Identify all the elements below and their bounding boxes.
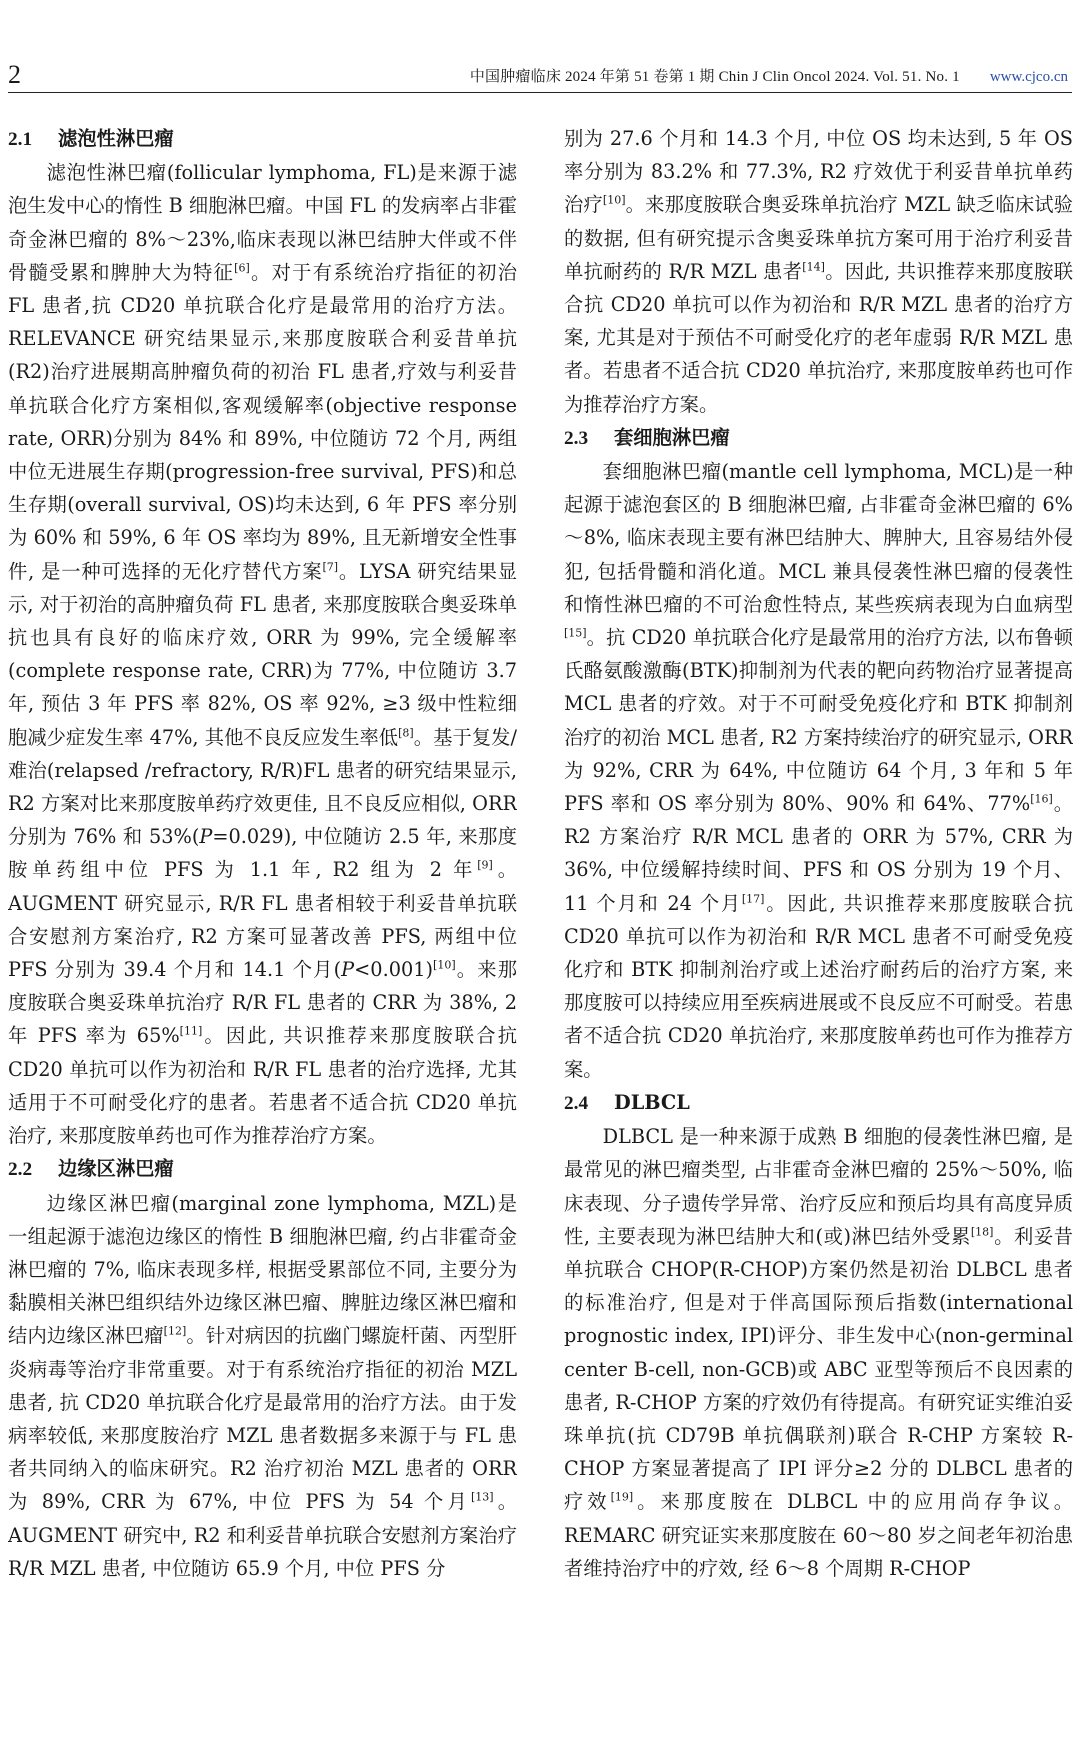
text-run: 。因此, 共识推荐来那度胺联合抗 CD20 单抗可以作为初治和 R/R MCL 患者不可耐受免疫化疗和 BTK 抑制剂治疗或上述治疗耐药后的治疗方案, 来那度胺可以持续应用至疾病进展或不良反应不可耐受。若患者不适合抗 CD20 单抗治疗, 来那度胺单药也可作为推荐方案。 [564,891,1073,1081]
section-heading-2-1 [8,122,517,156]
paragraph-text [564,1120,1073,1585]
text-run: 。抗 CD20 单抗联合化疗是最常用的治疗方法, 以布鲁顿氏酪氨酸激酶(BTK)抑制剂为代表的靶向药物治疗显著提高 MCL 患者的疗效。对于不可耐受免疫化疗和 BTK 抑制剂治疗的初治 MCL 患者, R2 方案持续治疗的研究显示, ORR 为 92%, CRR 为 64%, 中位随访 64 个月, 3 年和 5 年 PFS 率和 OS 率分别为 80%、90% 和 64%、77% [564,626,1073,816]
citation-ref[interactable]: [14] [802,260,825,274]
page-number: 2 [8,60,21,89]
left-column [8,122,517,1722]
citation-ref[interactable]: [16] [1030,792,1053,806]
citation-ref[interactable]: [12] [163,1324,187,1338]
text-run: 。利妥昔单抗联合 CHOP(R-CHOP)方案仍然是初治 DLBCL 患者的标准治疗, 但是对于伴高国际预后指数(international prognostic index, IPI)评分、非生发中心(non-germinal center B-cell, non-GCB)或 ABC 亚型等预后不良因素的患者, R-CHOP 方案的疗效仍有待提高。有研究证实维泊妥珠单抗(抗 CD79B 单抗偶联剂)联合 R-CHP 方案较 R-CHOP 方案显著提高了 IPI 评分≥2 分的 DLBCL 患者的疗效 [564,1224,1073,1514]
text-run: 边缘区淋巴瘤(marginal zone lymphoma, MZL)是一组起源于滤泡边缘区的惰性 B 细胞淋巴瘤, 约占非霍奇金淋巴瘤的 7%, 临床表现多样, 根据受累部位不同, 主要分为黏膜相关淋巴组织结外边缘区淋巴瘤、脾脏边缘区淋巴瘤和结内边缘区淋巴瘤 [8,1191,517,1348]
header-rule [8,92,1072,93]
section-number: 2.3 [564,427,589,449]
text-run: 。来那度胺在 DLBCL 中的应用尚存争议。REMARC 研究证实来那度胺在 60～80 岁之间老年初治患者维持治疗中的疗效, 经 6～8 个周期 R-CHOP [564,1490,1073,1580]
paragraph-mzl [8,1187,517,1585]
citation-ref[interactable]: [9] [477,859,493,873]
text-run: 。因此, 共识推荐来那度胺联合抗 CD20 单抗可以作为初治和 R/R FL 患者的治疗选择, 尤其适用于不可耐受化疗的患者。若患者不适合抗 CD20 单抗治疗, 来那度胺单药也可作为推荐治疗方案。 [8,1024,517,1148]
paragraph-text [8,156,517,1152]
text-run: 。针对病因的抗幽门螺旋杆菌、丙型肝炎病毒等治疗非常重要。对于有系统治疗指征的初治 MZL 患者, 抗 CD20 单抗联合化疗是最常用的治疗方法。由于发病率较低, 来那度胺治疗 MZL 患者数据多来源于与 FL 患者共同纳入的临床研究。R2 治疗初治 MZL 患者的 ORR 为 89%, CRR 为 67%, 中位 PFS 为 54 个月 [8,1324,517,1514]
section-heading-2-3 [564,421,1073,455]
section-number: 2.4 [564,1092,589,1114]
section-title: 套细胞淋巴瘤 [614,425,730,449]
citation-ref[interactable]: [6] [234,261,250,275]
text-run: <0.001) [354,958,434,982]
text-run: 。LYSA 研究结果显示, 对于初治的高肿瘤负荷 FL 患者, 来那度胺联合奥妥珠单抗也具有良好的临床疗效, ORR 为 99%, 完全缓解率(complete response rate, CRR)为 77%, 中位随访 3.7 年, 预估 3 年 PFS 率 82%, OS 率 92%, ≥3 级中性粒细胞减少症发生率 47%, 其他不良反应发生率低 [8,559,517,749]
paragraph-text [8,1187,517,1585]
page-header [8,50,1068,88]
paragraph-text [564,455,1073,1086]
section-title: DLBCL [614,1090,690,1114]
text-run: 。因此, 共识推荐来那度胺联合抗 CD20 单抗可以作为初治和 R/R MZL 患者的治疗方案, 尤其是对于预估不可耐受化疗的老年虚弱 R/R MZL 患者。若患者不适合抗 CD20 单抗治疗, 来那度胺单药也可作为推荐治疗方案。 [564,259,1073,416]
text-run: 。R2 方案治疗 R/R MCL 患者的 ORR 为 57%, CRR 为 36%, 中位缓解持续时间、PFS 和 OS 分别为 19 个月、11 个月和 24 个月 [564,792,1073,915]
section-title: 边缘区淋巴瘤 [58,1157,174,1181]
paragraph-dlbcl [564,1120,1073,1585]
journal-url[interactable]: www.cjco.cn [989,69,1068,85]
section-number: 2.1 [8,129,33,150]
citation-ref[interactable]: [18] [970,1225,994,1239]
citation-ref[interactable]: [8] [398,726,414,740]
text-run: 。来那度胺联合奥妥珠单抗治疗 MZL 缺乏临床试验的数据, 但有研究提示含奥妥珠单抗方案可用于治疗利妥昔单抗耐药的 R/R MZL 患者 [564,193,1073,283]
paragraph-mcl [564,455,1073,1086]
citation-ref[interactable]: [10] [602,193,626,207]
section-number: 2.2 [8,1159,33,1181]
paragraph-text [564,122,1073,421]
journal-citation: 中国肿瘤临床 2024 年第 51 卷第 1 期 Chin J Clin Oncol 2024. Vol. 51. No. 1 [469,69,960,85]
text-run: 。对于有系统治疗指征的初治 FL 患者,抗 CD20 单抗联合化疗是最常用的治疗方法。RELEVANCE 研究结果显示,来那度胺联合利妥昔单抗(R2)治疗进展期高肿瘤负荷的初治 FL 患者,疗效与利妥昔单抗联合化疗方案相似,客观缓解率(objective response rate, ORR)分别为 84% 和 89%, 中位随访 72 个月, 两组中位无进展生存期(progression-free survival, PFS)和总生存期(overall survival, OS)均未达到, 6 年 PFS 率分别为 60% 和 59%, 6 年 OS 率均为 89%, 且无新增安全性事件, 是一种可选择的无化疗替代方案 [8,260,517,583]
paragraph-fl [8,156,517,1152]
citation-ref[interactable]: [7] [322,560,339,574]
text-run: 。基于复发/难治(relapsed /refractory, R/R)FL 患者的研究结果显示, R2 方案对比来那度胺单药疗效更佳, 且不良反应相似, ORR 分别为 76% 和 53%( [8,725,517,849]
section-title: 滤泡性淋巴瘤 [58,127,174,150]
citation-ref[interactable]: [11] [179,1025,203,1039]
citation-ref[interactable]: [13] [470,1490,494,1504]
text-run: 。AUGMENT 研究显示, R/R FL 患者相较于利妥昔单抗联合安慰剂方案治疗, R2 方案可显著改善 PFS, 两组中位 PFS 分别为 39.4 个月和 14.1 个月( [8,858,517,982]
text-run: 滤泡性淋巴瘤(follicular lymphoma, FL)是来源于滤泡生发中心的惰性 B 细胞淋巴瘤。中国 FL 的发病率占非霍奇金淋巴瘤的 8%～23%,临床表现以淋巴结肿大伴或不伴骨髓受累和脾肿大为特征 [8,161,517,284]
section-heading-2-4 [564,1086,1073,1120]
text-run: 别为 27.6 个月和 14.3 个月, 中位 OS 均未达到, 5 年 OS 率分别为 83.2% 和 77.3%, R2 疗效优于利妥昔单抗单药治疗 [564,127,1073,217]
text-run: 套细胞淋巴瘤(mantle cell lymphoma, MCL)是一种起源于滤泡套区的 B 细胞淋巴瘤, 占非霍奇金淋巴瘤的 6%～8%, 临床表现主要有淋巴结肿大、脾肿大, 且容易结外侵犯, 包括骨髓和消化道。MCL 兼具侵袭性淋巴瘤的侵袭性和惰性淋巴瘤的不可治愈性特点, 某些疾病表现为白血病型 [564,460,1073,616]
section-heading-2-2 [8,1152,517,1186]
citation-ref[interactable]: [10] [433,958,456,972]
italic-symbol: P [341,958,355,982]
text-run: =0.029), 中位随访 2.5 年, 来那度胺单药组中位 PFS 为 1.1 年, R2 组为 2 年 [8,825,517,882]
text-run: 。来那度胺联合奥妥珠单抗治疗 R/R FL 患者的 CRR 为 38%, 2 年 PFS 率为 65% [8,958,517,1048]
italic-symbol: P [199,825,213,849]
citation-ref[interactable]: [19] [610,1490,634,1504]
text-run: 。AUGMENT 研究中, R2 和利妥昔单抗联合安慰剂方案治疗 R/R MZL 患者, 中位随访 65.9 个月, 中位 PFS 分 [8,1490,517,1580]
citation-ref[interactable]: [17] [741,892,765,906]
citation-ref[interactable]: [15] [564,626,587,640]
right-column [564,122,1073,1722]
paragraph-mzl-continued [564,122,1073,421]
text-run: DLBCL 是一种来源于成熟 B 细胞的侵袭性淋巴瘤, 是最常见的淋巴瘤类型, 占非霍奇金淋巴瘤的 25%～50%, 临床表现、分子遗传学异常、治疗反应和预后均具有高度异质性, 主要表现为淋巴结肿大和(或)淋巴结外受累 [564,1125,1073,1248]
